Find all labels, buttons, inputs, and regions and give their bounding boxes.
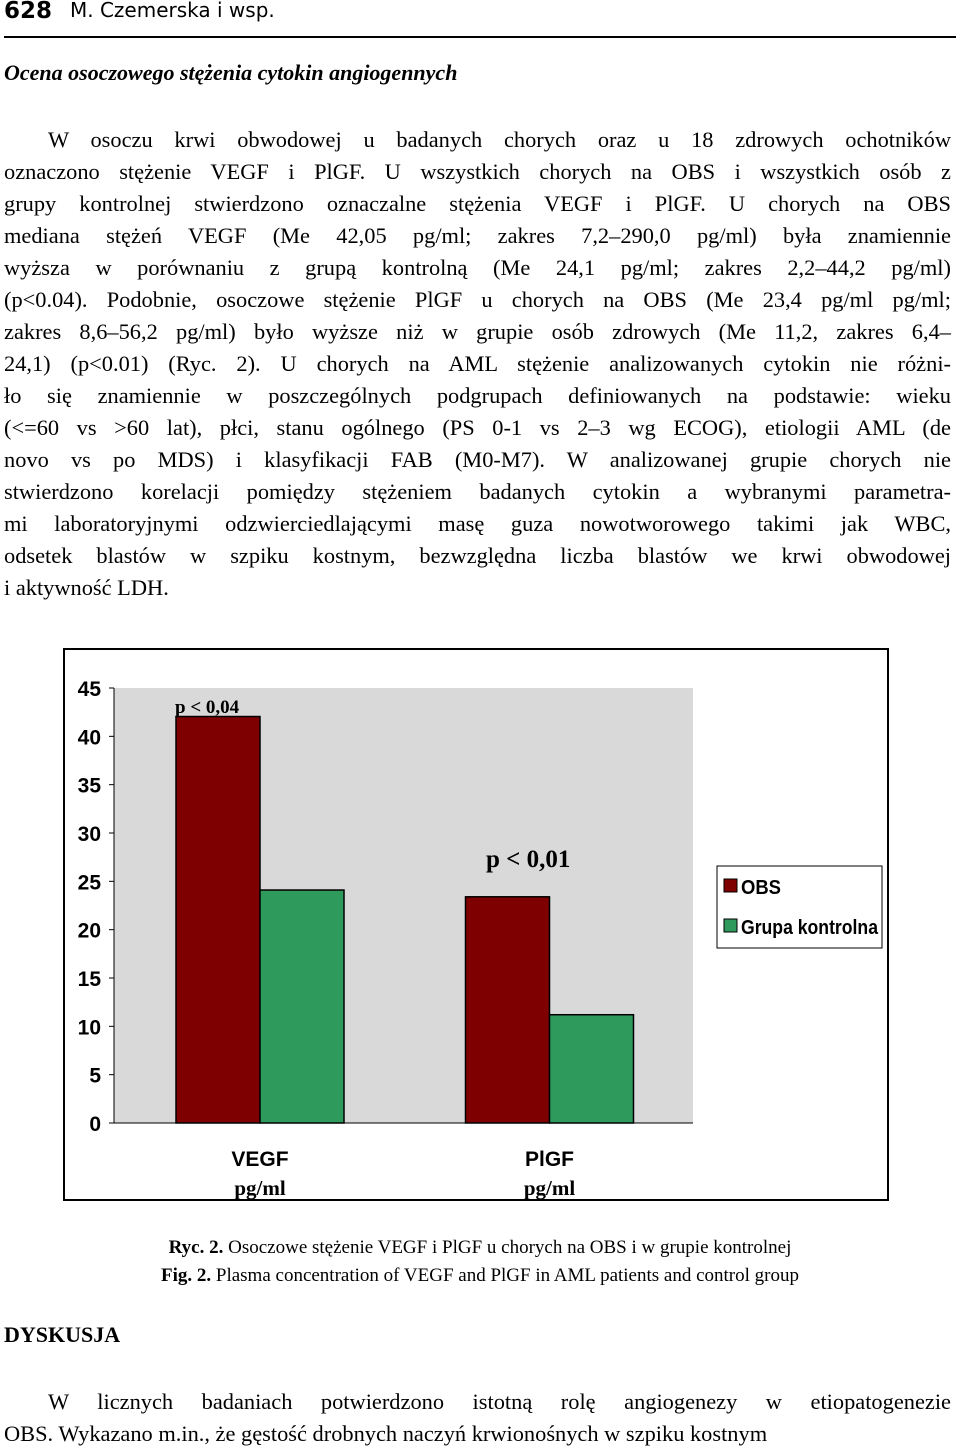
text-line: odsetek blastów w szpiku kostnym, bezwzględna liczba blastów we krwi obwodowej xyxy=(4,543,951,568)
y-tick-label: 20 xyxy=(77,919,101,943)
page-header xyxy=(4,0,956,38)
p-value-annotation: p < 0,04 xyxy=(175,697,240,718)
y-tick-label: 15 xyxy=(77,968,101,991)
bar-plgf-obs xyxy=(466,897,550,1123)
text-line: oznaczono stężenie VEGF i PlGF. U wszystkich chorych na OBS i wszystkich osób z xyxy=(4,159,951,184)
text-line: mi laboratoryjnymi odzwierciedlającymi masę guza nowotworowego takimi jak WBC, xyxy=(4,511,951,536)
legend-label: OBS xyxy=(741,877,781,899)
text-line: mediana stężeń VEGF (Me 42,05 pg/ml; zakres 7,2–290,0 pg/ml) była znamiennie xyxy=(4,223,951,248)
text-line: i aktywność LDH. xyxy=(4,575,169,600)
y-tick-label: 5 xyxy=(89,1064,101,1088)
caption-en-label: Fig. 2. xyxy=(160,1265,212,1286)
y-tick-label: 30 xyxy=(77,823,101,846)
text-line: wyższa w porównaniu z grupą kontrolną (Me 24,1 pg/ml; zakres 2,2–44,2 pg/ml) xyxy=(4,255,951,280)
figure-caption-pl xyxy=(0,1237,960,1259)
discussion-paragraph xyxy=(4,1386,951,1450)
x-unit-label: pg/ml xyxy=(234,1176,286,1199)
y-tick-label: 0 xyxy=(89,1113,101,1136)
text-line: 24,1) (p<0.01) (Ryc. 2). U chorych na AML stężenie analizowanych cytokin nie różni- xyxy=(4,351,951,376)
caption-en-text: Plasma concentration of VEGF and PlGF in AML patients and control group xyxy=(211,1265,799,1286)
text-line: ło się znamiennie w poszczególnych podgrupach definiowanych na podstawie: wieku xyxy=(4,383,951,408)
x-tick-label: VEGF xyxy=(231,1148,289,1171)
text-line: W osoczu krwi obwodowej u badanych chorych oraz u 18 zdrowych ochotników xyxy=(48,127,951,152)
text-line: OBS. Wykazano m.in., że gęstość drobnych naczyń krwionośnych w szpiku kostnym xyxy=(4,1421,768,1446)
y-tick-label: 40 xyxy=(77,726,101,750)
body-paragraph xyxy=(4,124,951,604)
bar-plgf-control xyxy=(550,1015,634,1123)
bar-vegf-obs xyxy=(176,717,260,1123)
text-line: novo vs po MDS) i klasyfikacji FAB (M0-M7). W analizowanej grupie chorych nie xyxy=(4,447,951,472)
text-line: (p<0.04). Podobnie, osoczowe stężenie PlGF u chorych na OBS (Me 23,4 pg/ml pg/ml; xyxy=(4,287,951,312)
legend-label: Grupa kontrolna xyxy=(741,917,879,939)
p-value-annotation: p < 0,01 xyxy=(486,846,571,873)
chart-svg xyxy=(65,650,887,1199)
section-title: Ocena osoczowego stężenia cytokin angiogennych xyxy=(4,60,458,85)
y-tick-label: 25 xyxy=(77,871,101,895)
legend-swatch xyxy=(724,919,737,932)
text-line: (<=60 vs >60 lat), płci, stanu ogólnego (PS 0-1 vs 2–3 wg ECOG), etiologii AML (de xyxy=(4,415,951,440)
text-line: grupy kontrolnej stwierdzono oznaczalne stężenia VEGF i PlGF. U chorych na OBS xyxy=(4,191,951,216)
x-tick-label: PlGF xyxy=(524,1148,575,1171)
text-line: stwierdzono korelacji pomiędzy stężeniem badanych cytokin a wybranymi parametra- xyxy=(4,479,951,504)
bar-vegf-control xyxy=(260,890,344,1123)
caption-pl-label: Ryc. 2. xyxy=(168,1237,224,1258)
y-tick-label: 45 xyxy=(77,678,101,701)
figure-caption-en xyxy=(0,1265,960,1287)
text-line: W licznych badaniach potwierdzono istotną rolę angiogenezy w etiopatogenezie xyxy=(48,1389,951,1414)
running-head-authors: M. Czemerska i wsp. xyxy=(70,0,275,22)
discussion-heading: DYSKUSJA xyxy=(4,1322,121,1347)
caption-pl-text: Osoczowe stężenie VEGF i PlGF u chorych na OBS i w grupie kontrolnej xyxy=(223,1237,792,1258)
y-tick-label: 35 xyxy=(77,774,101,798)
text-line: zakres 8,6–56,2 pg/ml) było wyższe niż w grupie osób zdrowych (Me 11,2, zakres 6,4– xyxy=(4,319,951,344)
y-tick-label: 10 xyxy=(77,1016,101,1040)
legend-swatch xyxy=(724,879,737,892)
x-unit-label: pg/ml xyxy=(523,1176,576,1199)
page-number: 628 xyxy=(4,0,53,24)
bar-chart xyxy=(63,648,889,1201)
